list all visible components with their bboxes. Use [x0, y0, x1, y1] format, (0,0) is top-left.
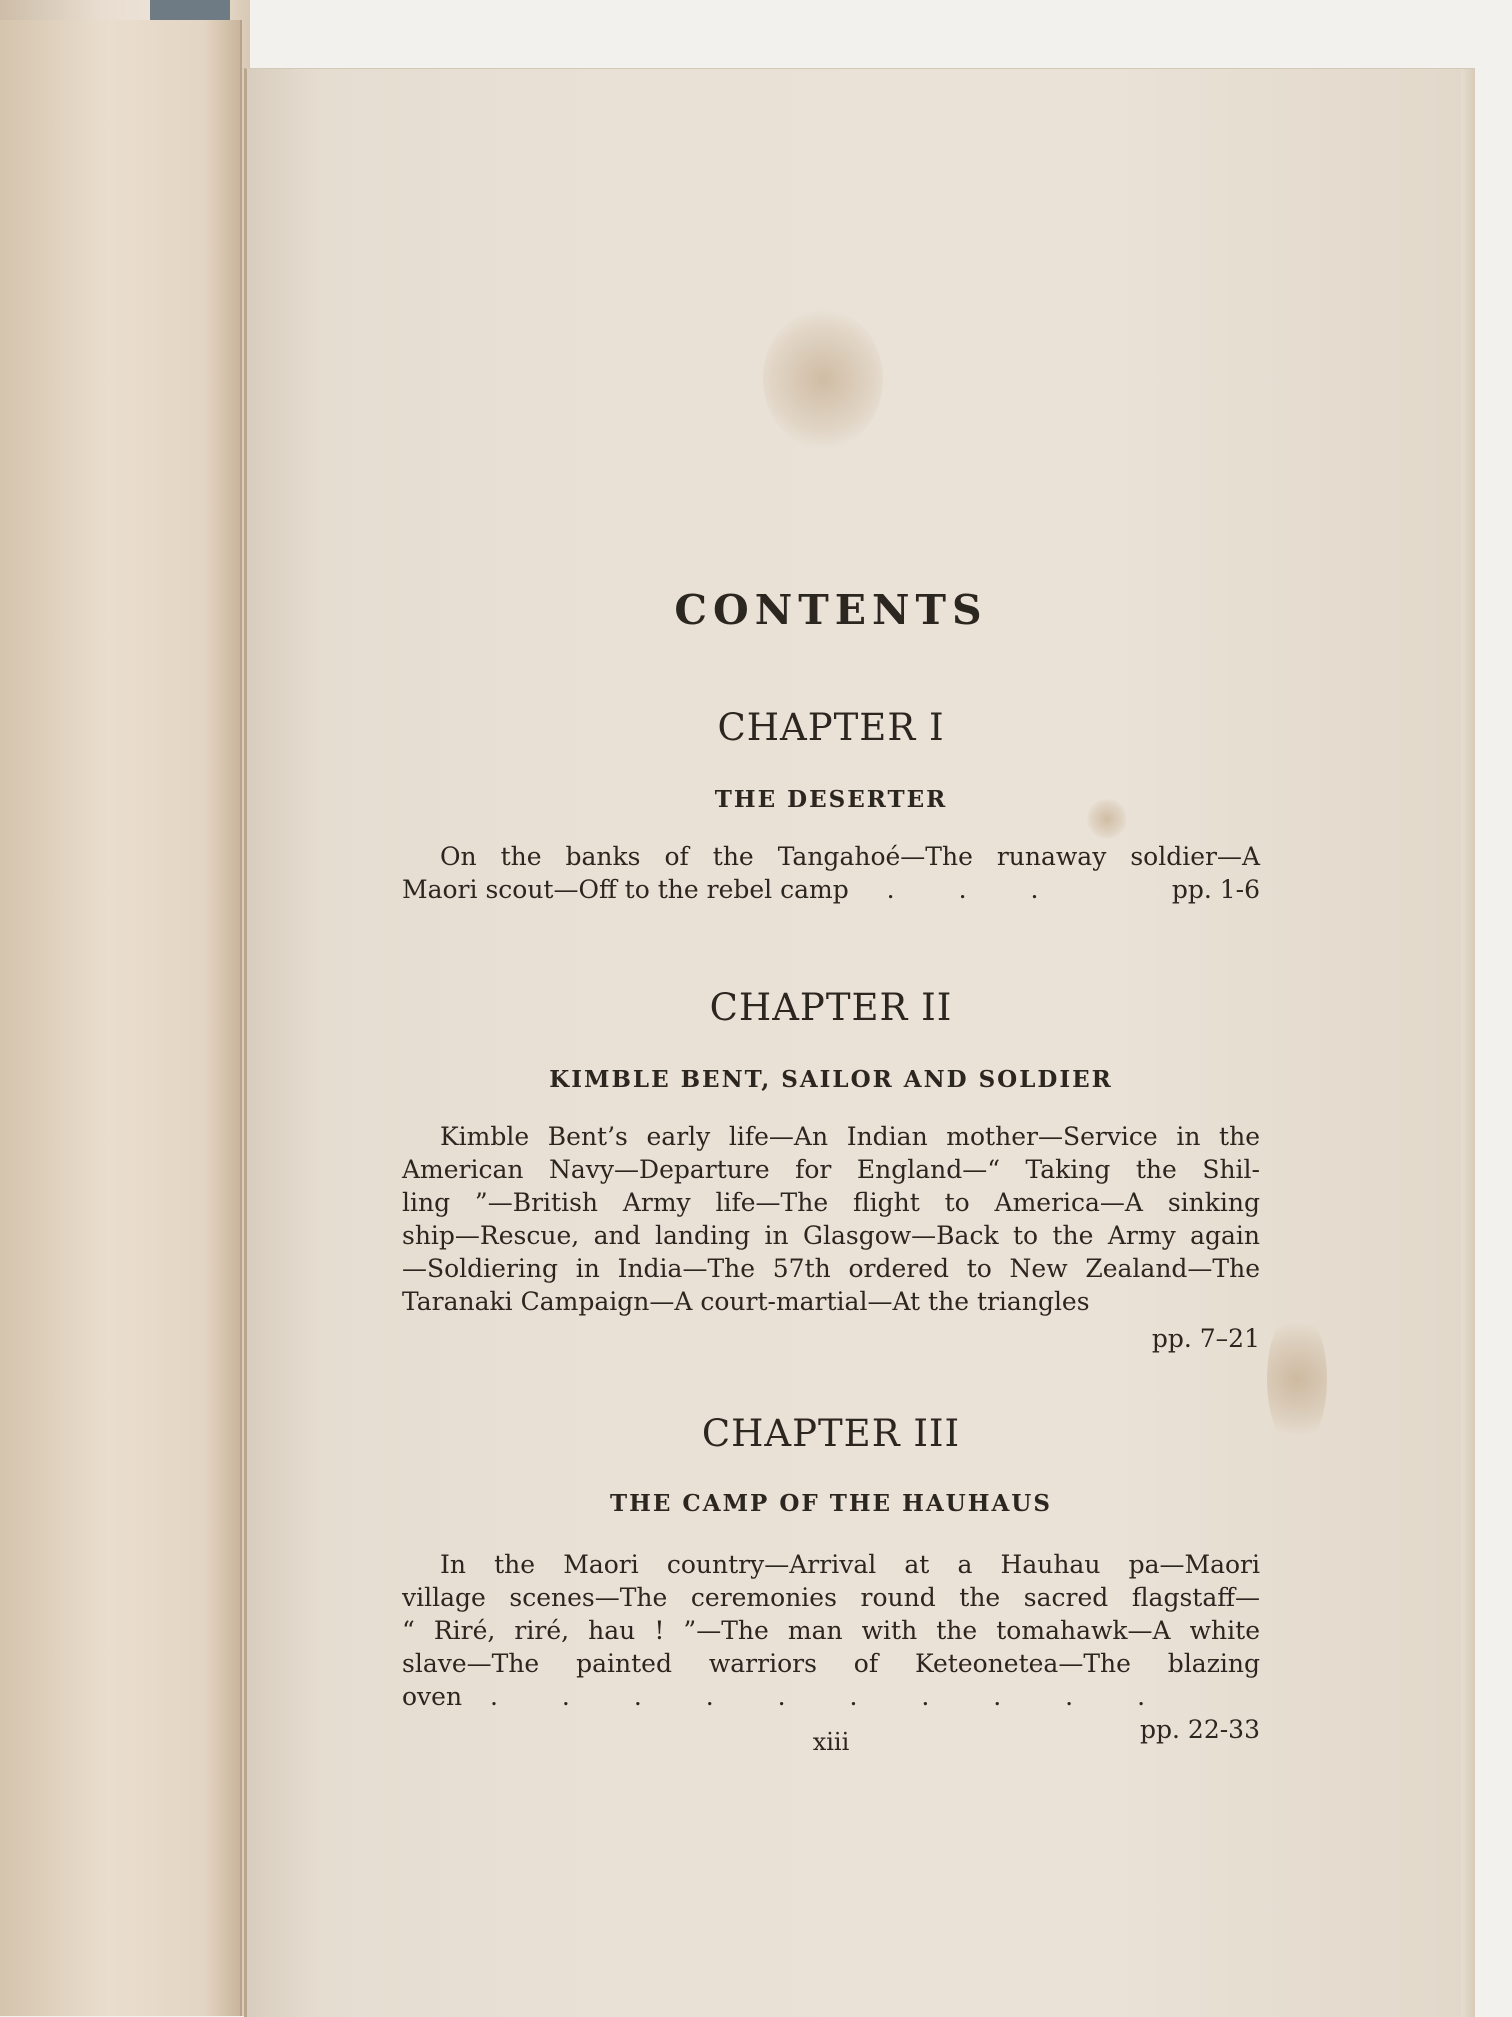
summary-line: In the Maori country—Arrival at a Hauhau pa—Maori	[440, 1550, 1260, 1579]
summary-line: Maori scout—Off to the rebel camp	[402, 875, 849, 904]
page-number: xiii	[812, 1728, 850, 1756]
contents-heading: CONTENTS	[674, 586, 988, 634]
leader-dots: . . . . . . . . . .	[490, 1682, 1174, 1711]
chapter-3-number: CHAPTER III	[701, 1412, 961, 1455]
page-range: pp. 7–21	[1151, 1324, 1260, 1353]
summary-line: On the banks of the Tangahoé—The runaway soldier—A	[440, 842, 1260, 871]
summary-line: “ Riré, riré, hau ! ”—The man with the tomahawk—A white	[402, 1616, 1260, 1645]
chapter-1-number: CHAPTER I	[717, 706, 945, 749]
summary-line: ship—Rescue, and landing in Glasgow—Back to the Army again	[402, 1221, 1260, 1250]
foxing-stain	[1267, 1309, 1327, 1449]
chapter-2-number: CHAPTER II	[709, 986, 953, 1029]
chapter-3-summary	[402, 1548, 1260, 1746]
page-edge	[1461, 69, 1475, 2017]
summary-line: slave—The painted warriors of Keteonetea—The blazing	[402, 1649, 1260, 1678]
summary-line: ling ”—British Army life—The flight to America—A sinking	[402, 1188, 1260, 1217]
foxing-stain	[763, 309, 883, 449]
left-page	[0, 20, 242, 2016]
chapter-1-title: THE DESERTER	[714, 786, 948, 813]
chapter-3-title: THE CAMP OF THE HAUHAUS	[610, 1490, 1052, 1517]
page-range: pp. 22-33	[1140, 1715, 1260, 1744]
summary-line: —Soldiering in India—The 57th ordered to New Zealand—The	[402, 1254, 1260, 1283]
summary-line: Kimble Bent’s early life—An Indian mother—Service in the	[440, 1122, 1260, 1151]
chapter-1-summary	[402, 840, 1260, 906]
summary-line: oven	[402, 1682, 463, 1711]
summary-line-with-pages	[402, 873, 1260, 906]
chapter-2-title: KIMBLE BENT, SAILOR AND SOLDIER	[549, 1066, 1113, 1093]
summary-line: American Navy—Departure for England—“ Taking the Shil-	[402, 1155, 1260, 1184]
page-range: pp. 1-6	[1171, 875, 1260, 904]
chapter-2-summary	[402, 1120, 1260, 1318]
summary-line: Taranaki Campaign—A court-martial—At the triangles	[402, 1287, 1090, 1316]
summary-line: village scenes—The ceremonies round the sacred flagstaff—	[402, 1583, 1260, 1612]
leader-dots: . . .	[886, 875, 1067, 904]
